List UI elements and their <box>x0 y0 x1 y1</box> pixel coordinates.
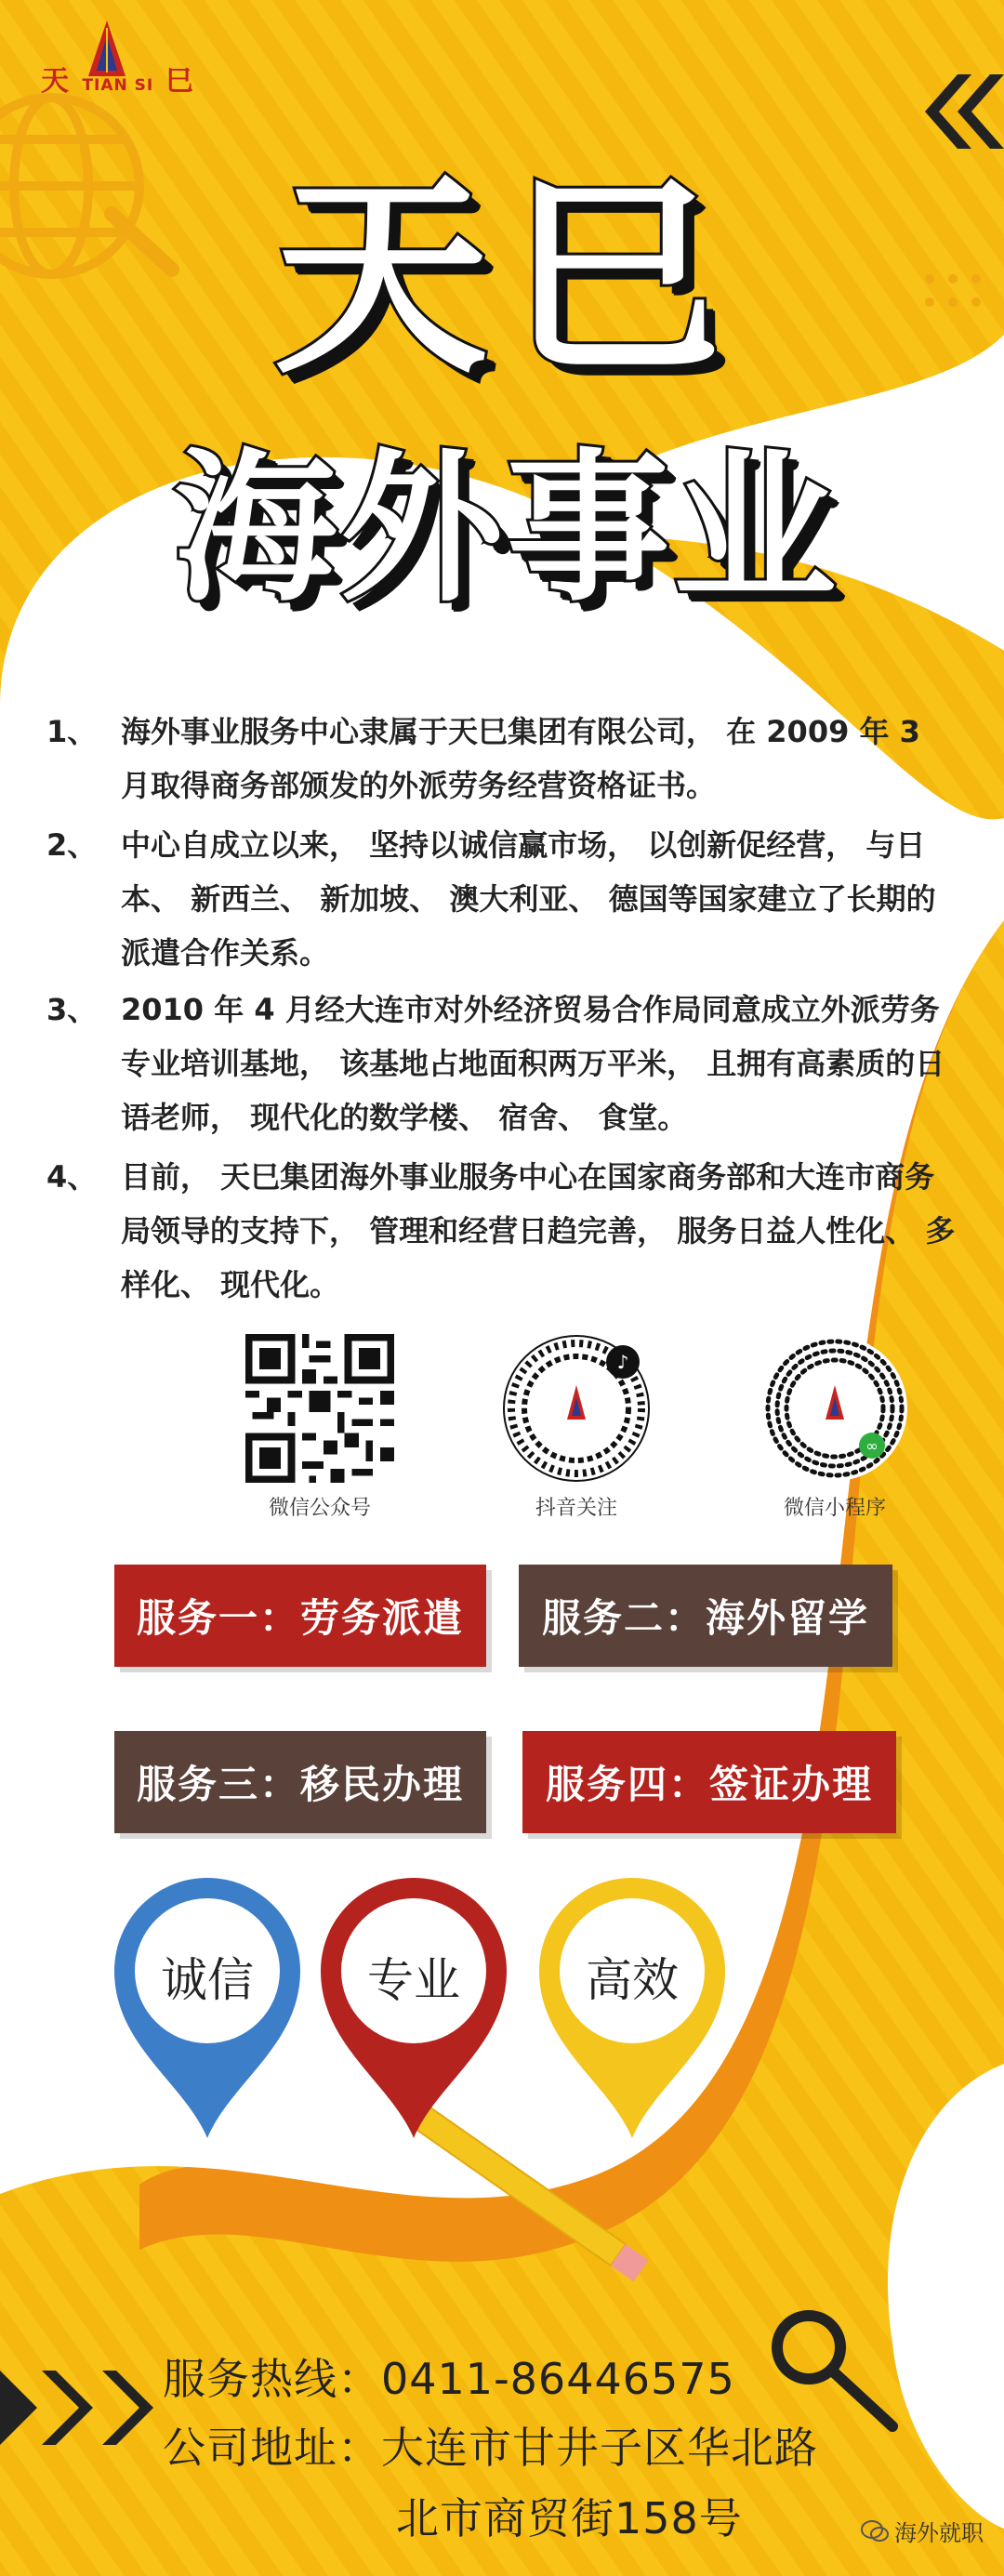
logo-text <box>41 58 195 99</box>
paragraph-number: 3、 <box>46 992 98 1027</box>
paragraph-text: 2010 年 4 月经大连市对外经济贸易合作局同意成立外派劳务专业培训基地， 该基地占地面积两万平米， 且拥有高素质的日语老师， 现代化的数学楼、 宿舍、 食堂。 <box>121 992 945 1135</box>
paragraph-2 <box>46 818 958 980</box>
value-pin-professional <box>311 1869 516 2147</box>
paragraph-4 <box>46 1150 958 1312</box>
paragraph-3 <box>46 983 958 1144</box>
value-label: 专业 <box>367 1953 460 2007</box>
sub-title: 海外事业 <box>174 435 839 624</box>
logo-latin: TIAN SI <box>82 76 154 95</box>
douyin-qr-code[interactable] <box>502 1334 651 1483</box>
hotline-text: 服务热线：0411-86446575 <box>163 2354 735 2404</box>
svg-text:♪: ♪ <box>616 1351 629 1373</box>
value-label: 高效 <box>586 1953 679 2007</box>
wechat-icon <box>861 2519 889 2543</box>
svg-text:∞: ∞ <box>865 1437 878 1455</box>
service-visa-button[interactable]: 服务四：签证办理 <box>522 1731 896 1833</box>
qr-label-miniprogram: 微信小程序 <box>783 1497 886 1520</box>
logo-cn-left: 天 <box>41 65 71 98</box>
value-label: 诚信 <box>161 1953 254 2007</box>
watermark <box>861 2515 984 2547</box>
watermark-text: 海外就职 <box>894 2520 984 2546</box>
qr-label-douyin: 抖音关注 <box>535 1497 617 1520</box>
paragraph-text: 中心自成立以来， 坚持以诚信赢市场， 以创新促经营， 与日本、 新西兰、 新加坡、 澳大利亚、 德国等国家建立了长期的派遣合作关系。 <box>121 827 936 971</box>
service-labor-dispatch-button[interactable]: 服务一：劳务派遣 <box>114 1565 486 1667</box>
address-line2: 北市商贸街158号 <box>396 2493 743 2543</box>
paragraph-text: 目前， 天巳集团海外事业服务中心在国家商务部和大连市商务局领导的支持下， 管理和经营日趋完善， 服务日益人性化、 多样化、 现代化。 <box>121 1159 956 1302</box>
service-study-abroad-button[interactable]: 服务二：海外留学 <box>519 1565 892 1667</box>
qr-label-wechat: 微信公众号 <box>268 1497 371 1520</box>
address-line1: 公司地址：大连市甘井子区华北路 <box>163 2423 818 2473</box>
service-immigration-button[interactable]: 服务三：移民办理 <box>114 1731 486 1833</box>
main-title: 天巳 <box>273 154 739 403</box>
paragraph-number: 1、 <box>46 714 98 749</box>
value-pin-integrity <box>105 1869 310 2147</box>
paragraph-number: 4、 <box>46 1159 98 1195</box>
paragraph-number: 2、 <box>46 827 98 863</box>
wechat-miniprogram-qr-code[interactable] <box>760 1334 909 1483</box>
logo-cn-right: 巳 <box>165 65 195 98</box>
paragraph-text: 海外事业服务中心隶属于天巳集团有限公司， 在 2009 年 3 月取得商务部颁发的外派劳务经营资格证书。 <box>121 714 920 803</box>
paragraph-1 <box>46 705 958 812</box>
value-pin-efficient <box>530 1869 734 2147</box>
wechat-official-qr-code[interactable] <box>245 1334 394 1483</box>
